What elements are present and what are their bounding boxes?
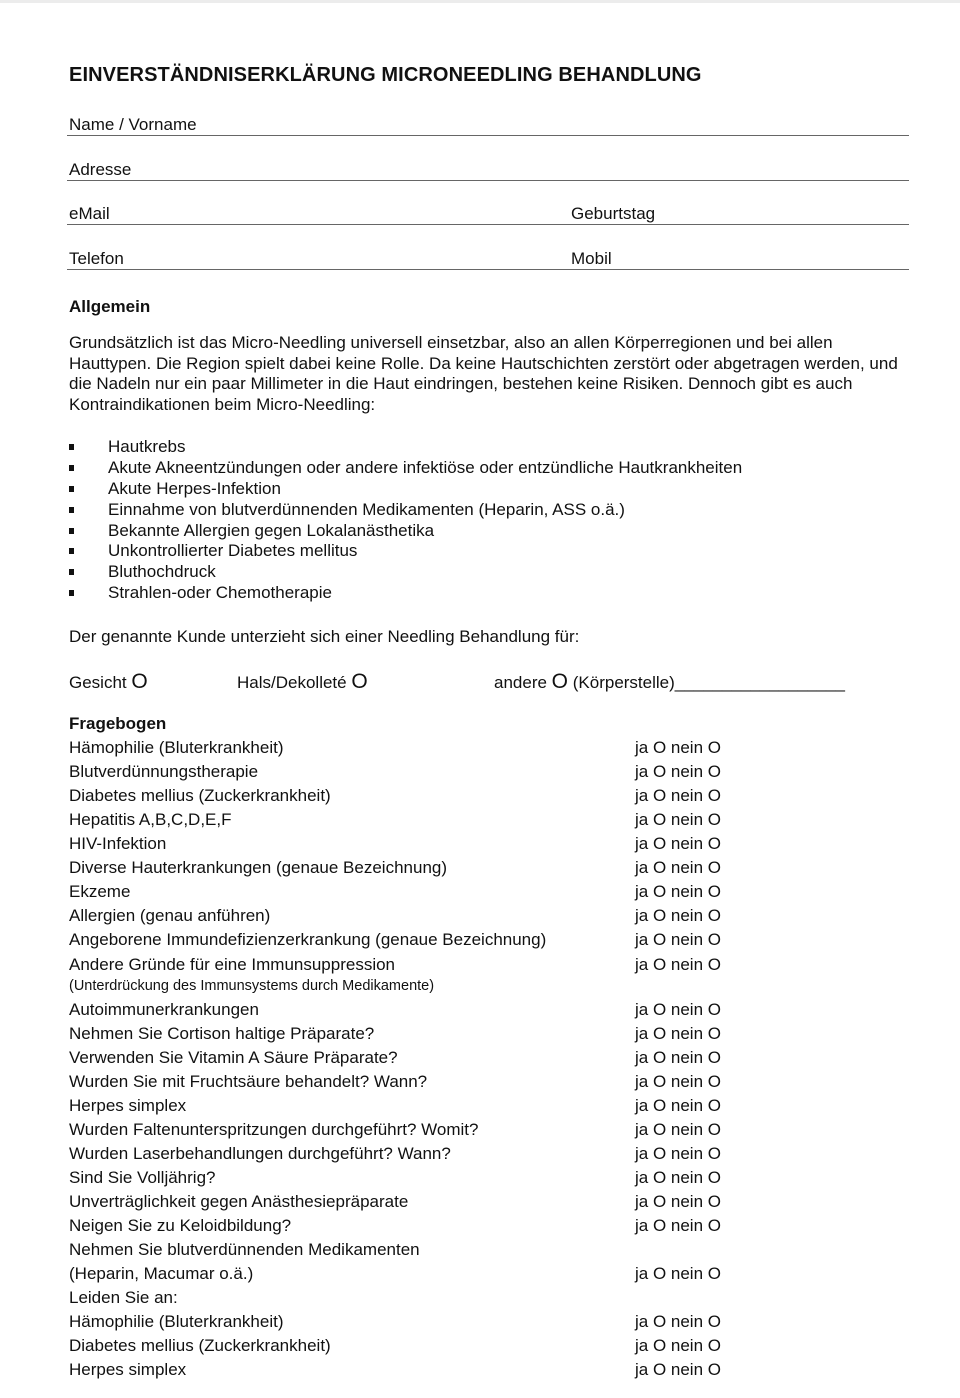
bullet-icon (69, 444, 74, 450)
bullet-icon (69, 548, 74, 554)
question-row: (Heparin, Macumar o.ä.) ja O nein O (69, 1262, 769, 1286)
yes-no-radio[interactable]: ja O nein O (635, 1000, 721, 1019)
yes-no-radio[interactable]: ja O nein O (635, 1144, 721, 1163)
bullet-icon (69, 528, 74, 534)
phone-mobile-field[interactable] (67, 269, 909, 270)
yes-no-radio[interactable]: ja O nein O (635, 955, 721, 974)
email-birthday-field[interactable] (67, 224, 909, 225)
question-row: Hepatitis A,B,C,D,E,F ja O nein O (69, 808, 769, 832)
option-other-label: andere (494, 673, 547, 692)
yes-no-radio[interactable]: ja O nein O (635, 906, 721, 925)
address-field-label: Adresse (69, 160, 132, 179)
question-row: Nehmen Sie blutverdünnenden Medikamenten (69, 1240, 420, 1259)
yes-no-radio[interactable]: ja O nein O (635, 810, 721, 829)
yes-no-radio[interactable]: ja O nein O (635, 762, 721, 781)
yes-no-radio[interactable]: ja O nein O (635, 1072, 721, 1091)
yes-no-radio[interactable]: ja O nein O (635, 1216, 721, 1235)
option-other[interactable] (494, 670, 845, 694)
yes-no-radio[interactable]: ja O nein O (635, 858, 721, 877)
birthday-field-label: Geburtstag (571, 204, 656, 223)
yes-no-radio[interactable]: ja O nein O (635, 1024, 721, 1043)
bullet-icon (69, 507, 74, 513)
question-row: Wurden Faltenunterspritzungen durchgeführt? Womit? ja O nein O (69, 1118, 769, 1142)
email-field-label: eMail (69, 204, 110, 223)
body-part-blank[interactable]: (Körperstelle)__________________ (572, 673, 845, 692)
question-row: Diabetes mellius (Zuckerkrankheit) ja O nein O (69, 784, 769, 808)
question-row: Diabetes mellius (Zuckerkrankheit) ja O nein O (69, 1334, 769, 1358)
question-row: Sind Sie Volljährig? ja O nein O (69, 1166, 769, 1190)
yes-no-radio[interactable]: ja O nein O (635, 738, 721, 757)
question-row: Herpes simplex ja O nein O (69, 1094, 769, 1118)
option-face-label: Gesicht (69, 673, 127, 692)
bullet-icon (69, 569, 74, 575)
name-field-label: Name / Vorname (69, 115, 197, 134)
yes-no-radio[interactable]: ja O nein O (635, 1120, 721, 1139)
bullet-icon (69, 486, 74, 492)
question-row: Unverträglichkeit gegen Anästhesiepräparate ja O nein O (69, 1190, 769, 1214)
option-neck-decollete[interactable] (237, 670, 368, 694)
bullet-icon (69, 465, 74, 471)
question-row: Nehmen Sie Cortison haltige Präparate? ja O nein O (69, 1022, 769, 1046)
question-row: Andere Gründe für eine Immunsuppression ja O nein O (69, 953, 769, 977)
phone-field-label: Telefon (69, 249, 124, 268)
yes-no-radio[interactable]: ja O nein O (635, 882, 721, 901)
yes-no-radio[interactable]: ja O nein O (635, 1312, 721, 1331)
suffer-heading: Leiden Sie an: (69, 1288, 178, 1307)
checkbox-circle-icon[interactable]: O (131, 670, 148, 693)
checkbox-circle-icon[interactable]: O (551, 670, 569, 693)
questionnaire-heading: Fragebogen (69, 714, 167, 733)
question-row: Diverse Hauterkrankungen (genaue Bezeichnung) ja O nein O (69, 856, 769, 880)
treatment-intro: Der genannte Kunde unterzieht sich einer Needling Behandlung für: (69, 627, 580, 646)
yes-no-radio[interactable]: ja O nein O (635, 1192, 721, 1211)
question-row: Hämophilie (Bluterkrankheit) ja O nein O (69, 1310, 769, 1334)
yes-no-radio[interactable]: ja O nein O (635, 930, 721, 949)
immunsuppression-note: (Unterdrückung des Immunsystems durch Medikamente) (69, 978, 435, 994)
option-face[interactable] (69, 670, 148, 694)
mobile-field-label: Mobil (571, 249, 612, 268)
yes-no-radio[interactable]: ja O nein O (635, 1360, 721, 1379)
name-field[interactable] (67, 135, 909, 136)
question-row: Allergien (genau anführen) ja O nein O (69, 904, 769, 928)
question-row: Verwenden Sie Vitamin A Säure Präparate? ja O nein O (69, 1046, 769, 1070)
yes-no-radio[interactable]: ja O nein O (635, 1336, 721, 1355)
yes-no-radio[interactable]: ja O nein O (635, 1096, 721, 1115)
question-row: Wurden Sie mit Fruchtsäure behandelt? Wann? ja O nein O (69, 1070, 769, 1094)
checkbox-circle-icon[interactable]: O (351, 670, 368, 693)
question-row: Hämophilie (Bluterkrankheit) ja O nein O (69, 736, 769, 760)
yes-no-radio[interactable]: ja O nein O (635, 786, 721, 805)
yes-no-radio[interactable]: ja O nein O (635, 834, 721, 853)
yes-no-radio[interactable]: ja O nein O (635, 1168, 721, 1187)
bullet-icon (69, 590, 74, 596)
question-row: HIV-Infektion ja O nein O (69, 832, 769, 856)
general-paragraph: Grundsätzlich ist das Micro-Needling universell einsetzbar, also an allen Körperregionen und bei allen Hauttypen. Die Region spielt dabei keine Rolle. Da keine Hautschichten zerstört oder abgetragen werden, und die Nadeln nur ein paar Millimeter in die Haut eindringen, bestehen keine Risiken. Dennoch gibt es auch Kontraindikationen beim Micro-Needling: (69, 333, 898, 414)
top-edge (0, 0, 960, 3)
general-heading: Allgemein (69, 297, 151, 316)
question-row: Wurden Laserbehandlungen durchgeführt? Wann? ja O nein O (69, 1142, 769, 1166)
yes-no-radio[interactable]: ja O nein O (635, 1264, 721, 1283)
question-row: Blutverdünnungstherapie ja O nein O (69, 760, 769, 784)
question-row: Angeborene Immundefizienzerkrankung (genaue Bezeichnung) ja O nein O (69, 928, 769, 952)
question-row: Neigen Sie zu Keloidbildung? ja O nein O (69, 1214, 769, 1238)
yes-no-radio[interactable]: ja O nein O (635, 1048, 721, 1067)
option-neck-label: Hals/Dekolleté (237, 673, 347, 692)
question-row: Ekzeme ja O nein O (69, 880, 769, 904)
question-row: Herpes simplex ja O nein O (69, 1358, 769, 1382)
page-title: EINVERSTÄNDNISERKLÄRUNG MICRONEEDLING BEHANDLUNG (69, 64, 702, 86)
question-row: Autoimmunerkrankungen ja O nein O (69, 998, 769, 1022)
address-field[interactable] (67, 180, 909, 181)
